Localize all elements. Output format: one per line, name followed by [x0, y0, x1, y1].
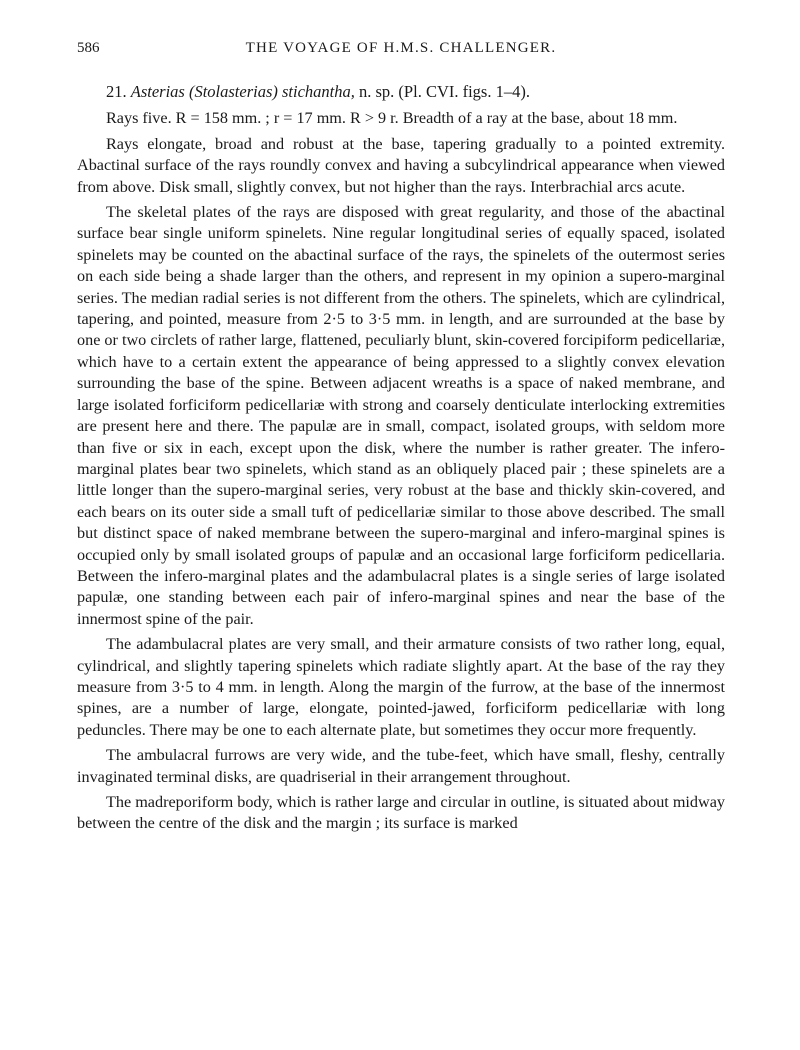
running-head: [77, 40, 725, 60]
species-heading: [106, 81, 725, 102]
species-epithet: stichantha,: [282, 82, 355, 101]
paragraph-adambulacral-plates: The adambulacral plates are very small, and their armature consists of two rather long, equal, cylindrical, and slightly tapering spinelets which radiate slightly apart. At the base of the ray they measure from 3·5 to 4 mm. in length. Along the margin of the furrow, at the base of the innermost spines, are a number of large, elongate, pointed-jawed, forficiform pedicellariæ with long peduncles. There may be one to each alternate plate, but sometimes they occur more frequently.: [77, 635, 725, 739]
species-number: 21.: [106, 82, 127, 101]
paragraph-madreporiform-body: The madreporiform body, which is rather large and circular in outline, is situated about midway between the centre of the disk and the margin ; its surface is marked: [77, 793, 725, 833]
page-number: 586: [77, 40, 100, 56]
species-subgenus: (Stolasterias): [188, 82, 278, 101]
paragraph-skeletal-plates: The skeletal plates of the rays are disposed with great regularity, and those of the abactinal surface bear single uniform spinelets. Nine regular longitudinal series of equally spaced, isolated spinelets may be counted on the abactinal surface of the rays, the spinelets of the outermost series on each side being a shade larger than the others, and represent in my opinion a supero-marginal series. The median radial series is not different from the others. The spinelets, which are cylindrical, tapering, and pointed, measure from 2·5 to 3·5 mm. in length, and are surrounded at the base by one or two circlets of rather large, flattened, peculiarly blunt, skin-covered forcipiform pedicellariæ, which have to a certain extent the appearance of being appressed to a slightly convex elevation surrounding the base of the spine. Between adjacent wreaths is a space of naked membrane, and large isolated forficiform pedicellariæ with strong and coarsely denticulate interlocking extremities are present here and there. The papulæ are in small, compact, isolated groups, with seldom more than five or six in each, except upon the disk, where the number is rather greater. The infero-marginal plates bear two spinelets, which stand as an obliquely placed pair ; these spinelets are a little longer than the supero-marginal series, very robust at the base and thickly skin-covered, and each bears on its outer side a small tuft of pedicellariæ similar to those above described. The small but distinct space of naked membrane between the supero-marginal and infero-marginal spines is occupied only by small isolated groups of papulæ and an occasional large forficiform pedicellaria. Between the infero-marginal plates and the adambulacral plates is a single series of large isolated papulæ, one standing between each pair of infero-marginal spines and near the base of the innermost spine of the pair.: [77, 203, 725, 628]
paragraph-measurements: Rays five. R = 158 mm. ; r = 17 mm. R > 9 r. Breadth of a ray at the base, about 18 mm.: [106, 109, 678, 128]
species-plate-reference: n. sp. (Pl. CVI. figs. 1–4).: [354, 82, 530, 101]
paragraph-ambulacral-furrows: The ambulacral furrows are very wide, and the tube-feet, which have small, fleshy, centrally invaginated terminal disks, are quadriserial in their arrangement throughout.: [77, 746, 725, 786]
body-text: [77, 81, 725, 839]
species-genus: Asterias: [130, 82, 185, 101]
journal-title: THE VOYAGE OF H.M.S. CHALLENGER.: [245, 40, 557, 56]
paragraph-ray-shape: Rays elongate, broad and robust at the base, tapering gradually to a pointed extremity. Abactinal surface of the rays roundly convex and having a subcylindrical appearance when viewed from above. Disk small, slightly convex, but not higher than the rays. Interbrachial arcs acute.: [77, 134, 725, 196]
